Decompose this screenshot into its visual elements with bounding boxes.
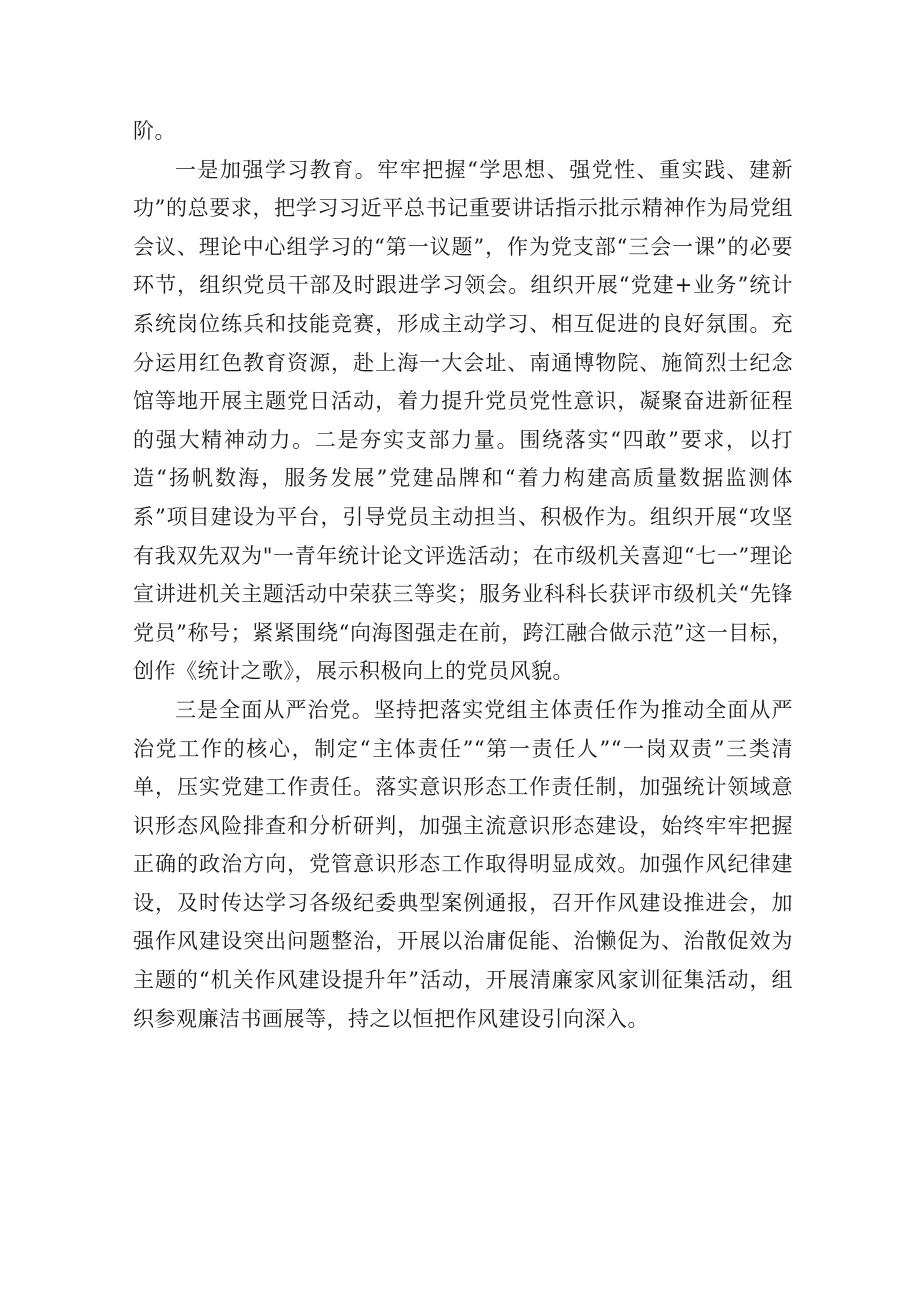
document-body [133, 112, 793, 1038]
paragraph-continuation: 阶。 [133, 119, 176, 143]
paragraph-study-education: 一是加强学习教育。牢牢把握“学思想、强党性、重实践、建新功”的总要求，把学习习近平总书记重要讲话指示批示精神作为局党组会议、理论中心组学习的“第一议题”，作为党支部“三会一课”的必要环节，组织党员干部及时跟进学习领会。组织开展“党建+业务”统计系统岗位练兵和技能竞赛，形成主动学习、相互促进的良好氛围。充分运用红色教育资源，赴上海一大会址、南通博物院、施简烈士纪念馆等地开展主题党日活动，着力提升党员党性意识，凝聚奋进新征程的强大精神动力。二是夯实支部力量。围绕落实“四敢”要求，以打造“扬帆数海，服务发展”党建品牌和“着力构建高质量数据监测体系”项目建设为平台，引导党员主动担当、积极作为。组织开展“攻坚有我双先双为"一青年统计论文评选活动；在市级机关喜迎“七一”理论宣讲进机关主题活动中荣获三等奖；服务业科科长获评市级机关“先锋党员”称号；紧紧围绕“向海图强走在前，跨江融合做示范”这一目标，创作《统计之歌》，展示积极向上的党员风貌。 [133, 157, 793, 684]
paragraph-strict-governance: 三是全面从严治党。坚持把落实党组主体责任作为推动全面从严治党工作的核心，制定“主体责任”“第一责任人”“一岗双责”三类清单，压实党建工作责任。落实意识形态工作责任制，加强统计领域意识形态风险排查和分析研判，加强主流意识形态建设，始终牢牢把握正确的政治方向，党管意识形态工作取得明显成效。加强作风纪律建设，及时传达学习各级纪委典型案例通报，召开作风建设推进会，加强作风建设突出问题整治，开展以治庸促能、治懒促为、治散促效为主题的“机关作风建设提升年”活动，开展清廉家风家训征集活动，组织参观廉洁书画展等，持之以恒把作风建设引向深入。 [133, 697, 793, 1031]
